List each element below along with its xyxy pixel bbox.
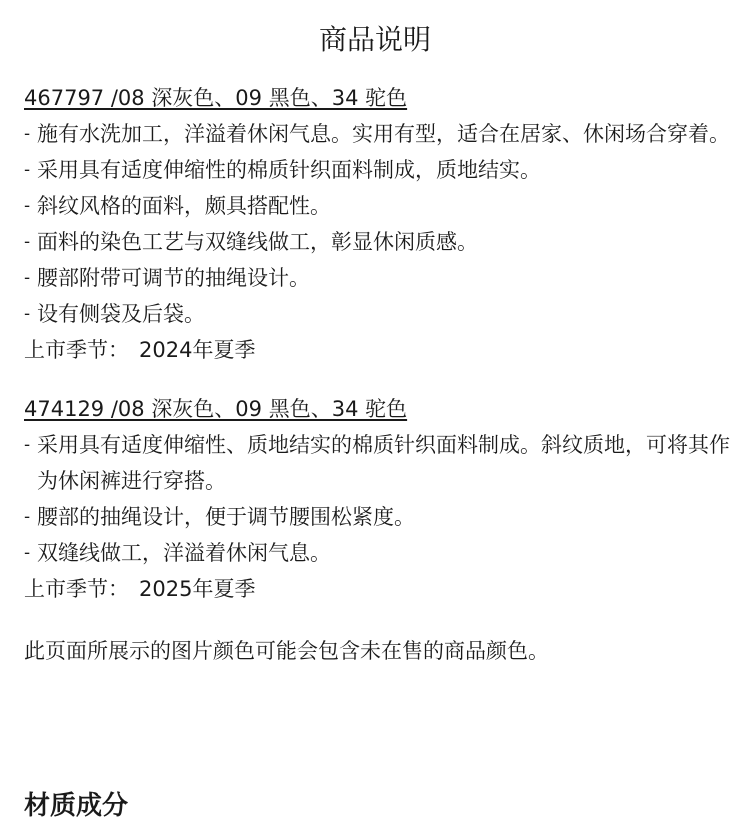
feature-list xyxy=(24,116,734,332)
feature-item: - 面料的染色工艺与双缝线做工，彰显休闲质感。 xyxy=(24,224,734,260)
materials-heading: 材质成分 xyxy=(24,791,129,821)
feature-list xyxy=(24,427,734,571)
feature-item: - 采用具有适度伸缩性的棉质针织面料制成，质地结实。 xyxy=(24,152,734,188)
feature-item: - 采用具有适度伸缩性、质地结实的棉质针织面料制成。斜纹质地，可将其作为休闲裤进行穿搭。 xyxy=(24,427,734,499)
release-season-value: 2024年夏季 xyxy=(139,338,256,362)
feature-item: - 斜纹风格的面料，颇具搭配性。 xyxy=(24,188,734,224)
product-description-content xyxy=(24,80,734,669)
release-season-label: 上市季节： xyxy=(24,577,129,601)
release-season xyxy=(24,571,734,607)
feature-item: - 腰部的抽绳设计，便于调节腰围松紧度。 xyxy=(24,499,734,535)
release-season-label: 上市季节： xyxy=(24,338,129,362)
product-section-1 xyxy=(24,80,734,368)
feature-item: - 腰部附带可调节的抽绳设计。 xyxy=(24,260,734,296)
product-section-2 xyxy=(24,391,734,607)
product-code-line: 474129 /08 深灰色、09 黑色、34 驼色 xyxy=(24,397,408,421)
feature-item: - 设有侧袋及后袋。 xyxy=(24,296,734,332)
release-season xyxy=(24,332,734,368)
color-disclaimer-note: 此页面所展示的图片颜色可能会包含未在售的商品颜色。 xyxy=(24,639,549,663)
feature-item: - 双缝线做工，洋溢着休闲气息。 xyxy=(24,535,734,571)
page-title: 商品说明 xyxy=(318,23,431,56)
release-season-value: 2025年夏季 xyxy=(139,577,256,601)
feature-item: - 施有水洗加工，洋溢着休闲气息。实用有型，适合在居家、休闲场合穿着。 xyxy=(24,116,734,152)
product-code-line: 467797 /08 深灰色、09 黑色、34 驼色 xyxy=(24,86,408,110)
